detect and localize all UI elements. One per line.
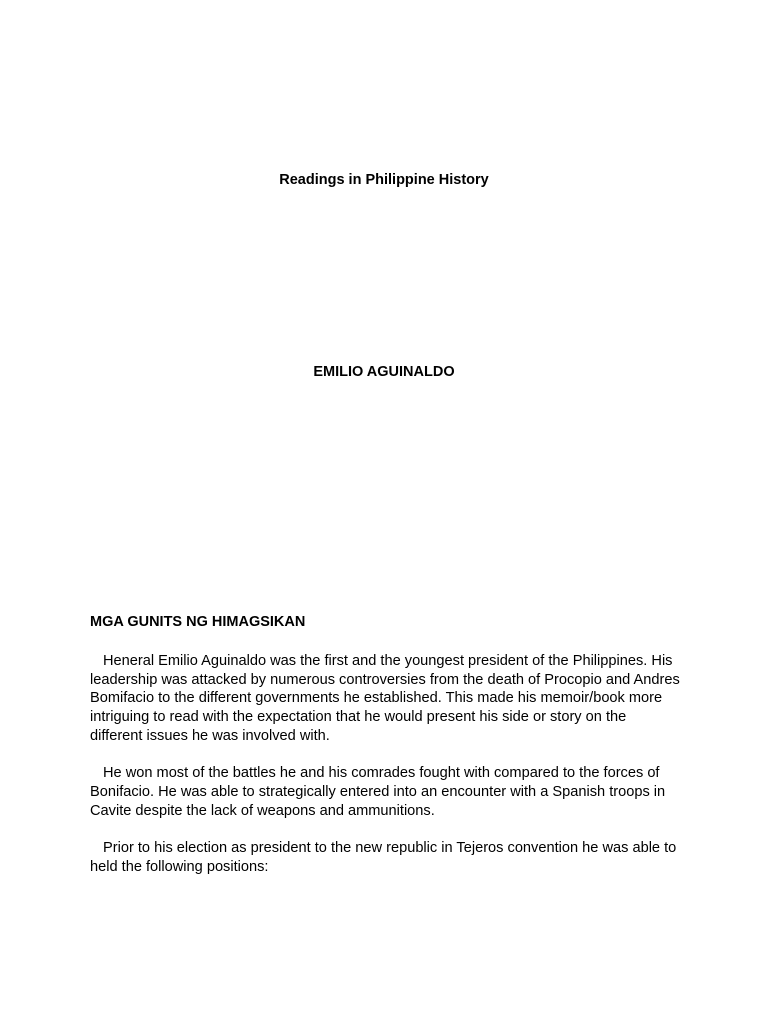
document-title: Readings in Philippine History [279,172,489,188]
paragraph-2: He won most of the battles he and his comrades fought with compared to the forces of Bonifacio. He was able to strategically entered into an encounter with a Spanish troops in Cavite despite the lack of weapons and ammunitions. [90,765,666,819]
document-subject: EMILIO AGUINALDO [313,364,455,380]
paragraph-1: Heneral Emilio Aguinaldo was the first and the youngest president of the Philippines. His leadership was attacked by numerous controversies from the death of Procopio and Andres Bomifacio to the different governments he established. This made his memoir/book more intriguing to read with the expectation that he would present his side or story on the different issues he was involved with. [90,653,680,744]
paragraph-3: Prior to his election as president to the new republic in Tejeros convention he was able to held the following positions: [90,840,677,875]
section-heading: MGA GUNITS NG HIMAGSIKAN [90,614,306,630]
document-body [90,652,680,895]
